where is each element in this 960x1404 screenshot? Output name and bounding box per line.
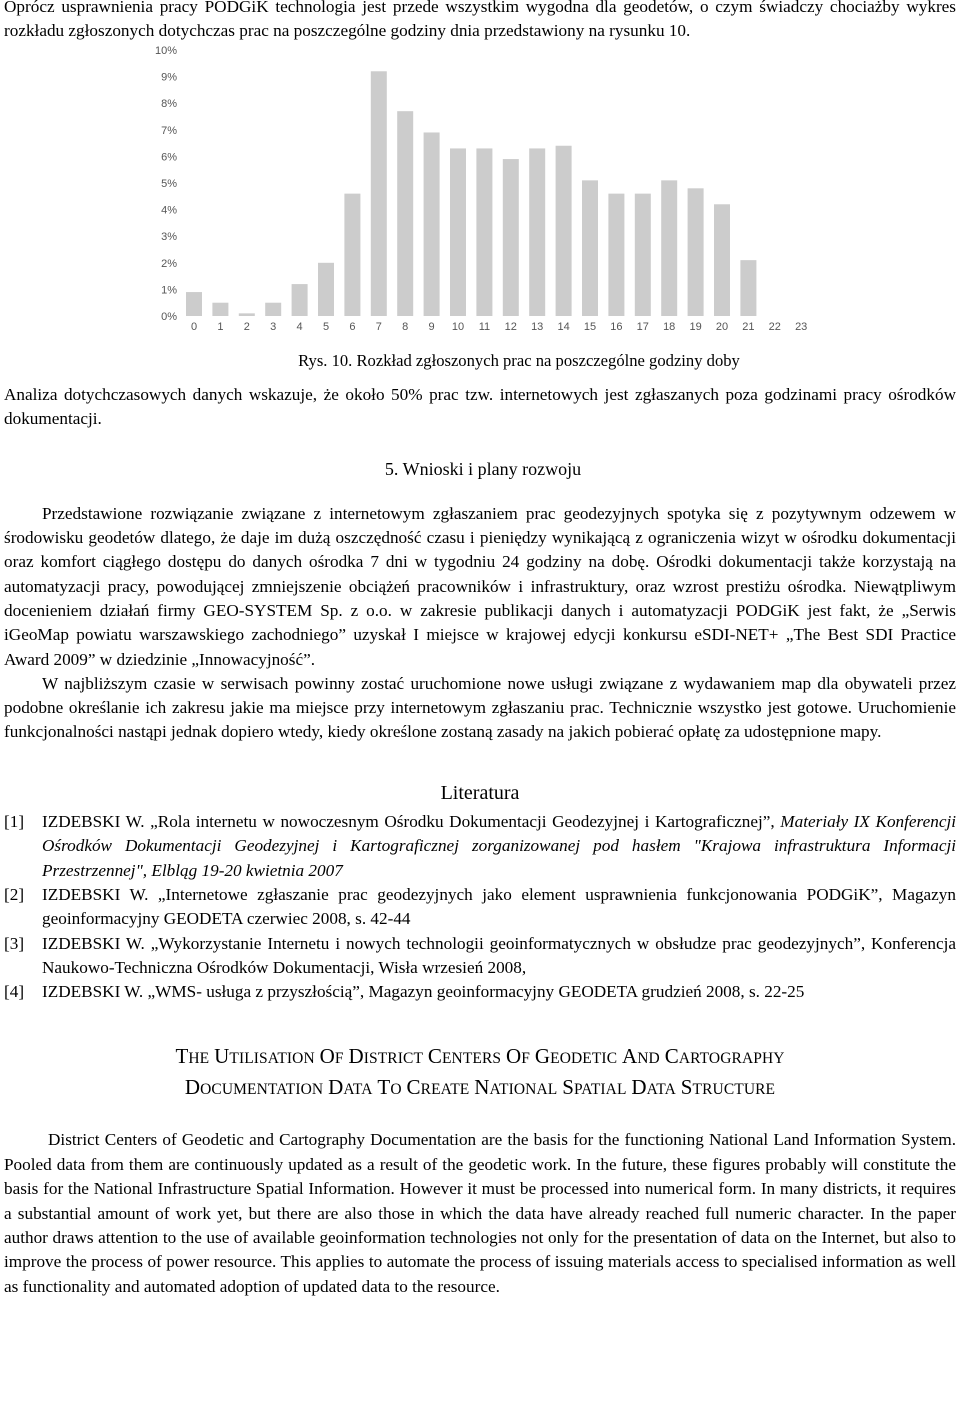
x-tick-label: 18 <box>663 320 676 333</box>
y-tick-label: 9% <box>161 71 177 84</box>
reference-item <box>4 810 956 883</box>
english-title-line-1: THE UTILISATION OF DISTRICT CENTERS OF GEODETIC AND CARTOGRAPHY <box>175 1044 785 1069</box>
reference-item <box>4 932 956 981</box>
chart-bar <box>265 302 281 315</box>
hourly-distribution-chart <box>0 44 960 344</box>
chart-bar <box>239 313 255 316</box>
x-tick-label: 3 <box>270 320 277 333</box>
y-tick-label: 0% <box>161 310 177 323</box>
chart-bar <box>635 193 651 315</box>
y-tick-label: 8% <box>161 97 177 110</box>
x-tick-label: 5 <box>322 320 330 333</box>
english-title-line-2: DOCUMENTATION DATA TO CREATE NATIONAL SPATIAL DATA STRUCTURE <box>184 1075 776 1100</box>
reference-text: IZDEBSKI W. „WMS- usługa z przyszłością”, Magazyn geoinformacyjny GEODETA grudzień 2008, s. 22-25 <box>42 982 805 1002</box>
reference-text: IZDEBSKI W. „Rola internetu w nowoczesnym Ośrodku Dokumentacji Geodezyjnej i Kartograficznej”, Materiały IX Konferencji Ośrodków Dokumentacji Geodezyjnej i Kartograficznej zorganizowanej pod hasłem "Krajowa infrastruktura Informacji Przestrzennej", Elbląg 19-20 kwietnia 2007 <box>42 812 956 880</box>
document-page <box>4 0 956 1299</box>
chart-bar <box>608 193 624 315</box>
chart-bar <box>529 148 545 316</box>
reference-list <box>4 810 956 1004</box>
x-tick-label: 23 <box>795 320 808 333</box>
reference-item <box>4 980 956 1004</box>
y-tick-label: 2% <box>161 257 177 270</box>
chart-bar <box>371 71 387 316</box>
x-tick-label: 4 <box>296 320 303 333</box>
x-tick-label: 8 <box>402 320 409 333</box>
reference-item <box>4 883 956 932</box>
x-tick-label: 20 <box>715 320 729 333</box>
english-title <box>4 1042 956 1104</box>
y-tick-label: 4% <box>161 204 177 217</box>
figure-caption: Rys. 10. Rozkład zgłoszonych prac na poszczególne godziny doby <box>298 350 740 370</box>
x-tick-label: 1 <box>217 320 224 333</box>
x-tick-label: 17 <box>636 320 649 333</box>
chart-bar <box>661 180 677 316</box>
chart-bar <box>318 262 334 315</box>
reference-number: [1] <box>4 812 25 832</box>
chart-bar <box>212 302 228 315</box>
y-tick-label: 10% <box>154 44 177 57</box>
reference-number: [2] <box>4 884 25 904</box>
x-tick-label: 16 <box>610 320 623 333</box>
english-abstract: District Centers of Geodetic and Cartography Documentation are the basis for the functioning National Land Information System. Pooled data from them are continuously updated as a result of the geodetic work. In the future, these figures probably will constitute the basis for the National Infrastructure Spatial Information. However it must be processed into numerical form. In many districts, it requires a substantial amount of work yet, but there are also those in which the data have already reached full numeric character. In the paper author draws attention to the use of available geoinformation technologies not only for the presentation of data on the Internet, but also to improve the process of power resource. This applies to automate the process of issuing materials access to specialised information as well as functionality and automated adoption of updated data to the resource. <box>4 1130 956 1296</box>
chart-bar <box>450 148 466 316</box>
section-paragraph-1: Przedstawione rozwiązanie związane z internetowym zgłaszaniem prac geodezyjnych spotyka się z pozytywnym odzewem w środowisku geodetów dlatego, że daje im dużą oszczędność czasu i pieniędzy wynikającą z ograniczenia wizyt w ośrodku dokumentacji oraz komfort ciągłego dostępu do danych ośrodka 7 dni w tygodniu 24 godziny na dobę. Ośrodki dokumentacji także korzystają na automatyzacji pracy, powodującej zmniejszenie obciążeń pracowników i infrastruktury, oraz wzrost prestiżu ośrodka. Niewątpliwym docenieniem działań firmy GEO-SYSTEM Sp. z o.o. w zakresie publikacji danych i automatyzacji PODGiK jest fakt, że „Serwis iGeoMap powiatu warszawskiego zachodniego” uzyskał I miejsce w krajowej edycji konkursu eSDI-NET+ „The Best SDI Practice Award 2009” w dziedzinie „Innowacyjność”. <box>4 503 956 669</box>
x-tick-label: 15 <box>583 320 597 333</box>
x-tick-label: 14 <box>557 320 570 333</box>
chart-bar <box>503 159 519 316</box>
chart-bar <box>476 148 492 316</box>
chart-bar <box>424 132 440 316</box>
analysis-paragraph: Analiza dotychczasowych danych wskazuje, że około 50% prac tzw. internetowych jest zgłaszanych poza godzinami pracy ośrodków dokumentacji. <box>4 384 956 429</box>
reference-italic: Materiały IX Konferencji Ośrodków Dokumentacji Geodezyjnej i Kartograficznej zorganizowanej pod hasłem "Krajowa infrastruktura Informacji Przestrzennej", Elbląg 19-20 kwietnia 2007 <box>42 812 956 880</box>
x-tick-label: 6 <box>349 320 356 333</box>
intro-paragraph: Oprócz usprawnienia pracy PODGiK technologia jest przede wszystkim wygodna dla geodetów, o czym świadczy chociażby wykres rozkładu zgłoszonych dotychczas prac na poszczególne godziny dnia przedstawiony na rysunku 10. <box>4 0 956 41</box>
y-tick-label: 7% <box>161 124 177 137</box>
chart-bar <box>186 292 202 316</box>
chart-bar <box>688 188 704 316</box>
chart-bar <box>740 260 756 316</box>
chart-bar <box>292 284 308 316</box>
x-tick-label: 12 <box>504 320 517 333</box>
reference-number: [4] <box>4 982 25 1002</box>
section-paragraph-2: W najbliższym czasie w serwisach powinny zostać uruchomione nowe usługi związane z wydawaniem map dla obywateli przez podobne określanie ich zakresu jakie ma miejsce przy internetowym zgłaszaniu prac. Technicznie wszystko jest gotowe. Uruchomienie funkcjonalności nastąpi jednak dopiero wtedy, kiedy określone zostaną zasady na jakich pobierać opłatę za udostępnione mapy. <box>4 673 956 742</box>
x-tick-label: 9 <box>428 320 435 333</box>
chart-bar <box>397 111 413 316</box>
chart-bar <box>556 145 572 315</box>
reference-text: IZDEBSKI W. „Internetowe zgłaszanie prac geodezyjnych jako element usprawnienia funkcjonowania PODGiK”, Magazyn geoinformacyjny GEODETA czerwiec 2008, s. 42-44 <box>42 884 956 929</box>
y-tick-label: 5% <box>161 177 177 190</box>
x-tick-label: 13 <box>531 320 544 333</box>
x-tick-label: 19 <box>689 320 702 333</box>
x-tick-label: 22 <box>768 320 781 333</box>
x-tick-label: 11 <box>478 320 491 333</box>
reference-number: [3] <box>4 933 25 953</box>
x-tick-label: 10 <box>451 320 465 333</box>
y-tick-label: 6% <box>161 150 177 163</box>
y-tick-label: 1% <box>161 283 177 296</box>
section-heading: 5. Wnioski i plany rozwoju <box>384 459 582 480</box>
chart-bar <box>344 193 360 315</box>
x-tick-label: 7 <box>375 320 382 333</box>
chart-svg <box>0 44 960 344</box>
chart-bar <box>582 180 598 316</box>
reference-text: IZDEBSKI W. „Wykorzystanie Internetu i nowych technologii geoinformatycznych w obsłudze prac geodezyjnych”, Konferencja Naukowo-Techniczna Ośrodków Dokumentacji, Wisła wrzesień 2008, <box>42 933 956 977</box>
x-tick-label: 21 <box>742 320 755 333</box>
x-tick-label: 2 <box>243 320 250 333</box>
y-tick-label: 3% <box>161 230 177 243</box>
chart-bar <box>714 204 730 316</box>
literature-heading: Literatura <box>440 781 520 804</box>
x-tick-label: 0 <box>190 320 198 333</box>
